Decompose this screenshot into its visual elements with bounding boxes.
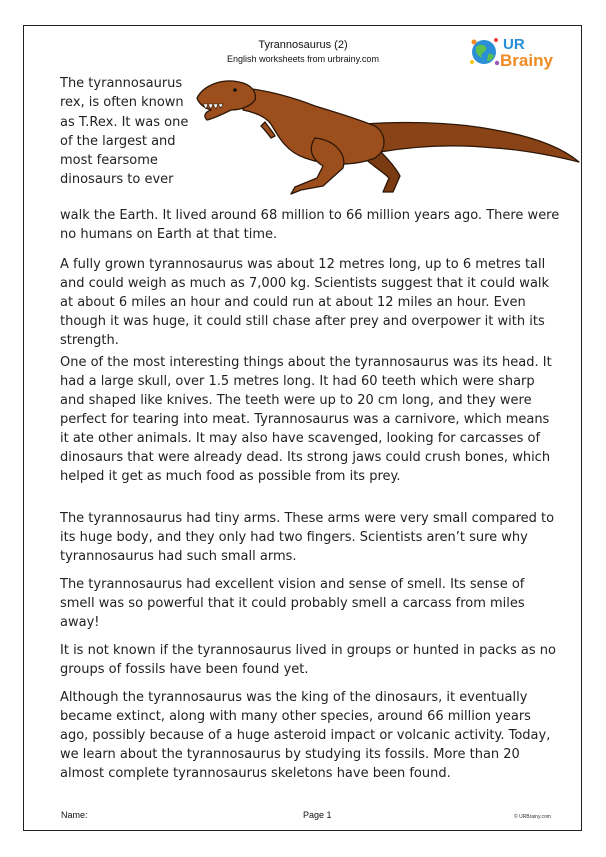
paragraph-size: A fully grown tyrannosaurus was about 12 metres long, up to 6 metres tall and could weigh as much as 7,000 kg. Scientists suggest that it could walk at about 6 miles an hour and could run at about 12 miles an hour. Even though it was huge, it could still chase after prey and overpower it with its strength. xyxy=(60,257,550,348)
intro-paragraph-wrapped: The tyrannosaurus rex, is often known as T.Rex. It was one of the largest and most fearsome dinosaurs to ever xyxy=(60,76,189,188)
worksheet-subtitle: English worksheets from urbrainy.com xyxy=(227,54,379,64)
paragraph-arms: The tyrannosaurus had tiny arms. These arms were very small compared to its huge body, and they only had two fingers. Scientists aren’t sure why tyrannosaurus had such small arms. xyxy=(60,511,555,564)
intro-paragraph-continued: walk the Earth. It lived around 68 million to 66 million years ago. There were no humans on Earth at that time. xyxy=(60,208,560,242)
paragraph-head: One of the most interesting things about the tyrannosaurus was its head. It had a large skull, over 1.5 metres long. It had 60 teeth which were sharp and shaped like knives. The teeth were up to 20 cm long, and they were perfect for tearing into meat. Tyrannosaurus was a carnivore, which means it ate other animals. It may also have scavenged, looking for carcasses of dinosaurs that were already dead. Its strong jaws could crush bones, which helped it get as much food as possible from its prey. xyxy=(60,355,552,484)
paragraph-senses: The tyrannosaurus had excellent vision and sense of smell. Its sense of smell was so powerful that it could probably smell a carcass from miles away! xyxy=(60,577,525,630)
logo-text-ur: UR xyxy=(503,36,525,53)
tyrannosaurus-illustration xyxy=(195,74,580,196)
paragraph-groups: It is not known if the tyrannosaurus lived in groups or hunted in packs as no groups of fossils have been found yet. xyxy=(60,643,556,677)
name-label: Name: xyxy=(61,810,88,820)
urbrainy-logo xyxy=(466,30,562,74)
logo-text-brainy: Brainy xyxy=(500,51,553,70)
paragraph-extinction: Although the tyrannosaurus was the king of the dinosaurs, it eventually became extinct, along with many other species, around 66 million years ago, possibly because of a huge asteroid impact or volcanic activity. Today, we learn about the tyrannosaurus by studying its fossils. More than 20 almost complete tyrannosaurus skeletons have been found. xyxy=(60,690,551,781)
head xyxy=(197,81,255,120)
globe-icon xyxy=(470,38,499,65)
eye xyxy=(233,88,237,92)
copyright-notice: © URBrainy.com xyxy=(514,814,551,820)
page-number: Page 1 xyxy=(303,810,332,820)
worksheet-title: Tyrannosaurus (2) xyxy=(258,39,348,51)
